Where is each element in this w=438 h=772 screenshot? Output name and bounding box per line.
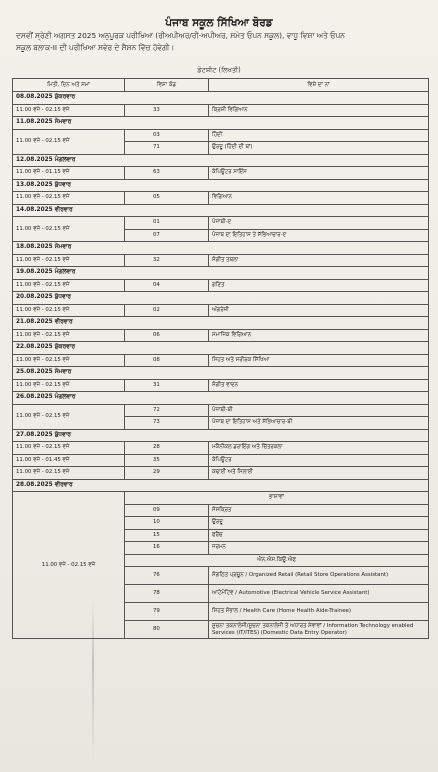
exam-time: 11.00 ਵਜੇ - 02.15 ਵਜੇ [13, 329, 125, 342]
datesheet-subtitle: ਡੇਟਸ਼ੀਟ (ਲਿਖਤੀ) [197, 66, 241, 74]
subject-name: ਹਿੰਦੀ [209, 129, 429, 142]
subject-name: ਪੰਜਾਬੀ-ੲ [209, 217, 429, 230]
date-row [13, 117, 429, 130]
table-row [13, 304, 429, 317]
subject-name: ਅੰਗਰੇਜ਼ੀ [209, 304, 429, 317]
exam-date: 20.08.2025 ਬੁੱਧਵਾਰ [13, 292, 429, 305]
subject-code: 63 [125, 167, 209, 180]
date-row [13, 242, 429, 255]
table-row [13, 192, 429, 205]
subject-name: ਕਢਾਈ ਅਤੇ ਸਿਲਾਈ [209, 467, 429, 480]
exam-time: 11.00 ਵਜੇ - 02.15 ਵਜੇ [13, 104, 125, 117]
exam-time: 11.00 ਵਜੇ - 02.15 ਵਜੇ [13, 192, 125, 205]
subject-code: 28 [125, 442, 209, 455]
exam-time: 11.00 ਵਜੇ - 02.15 ਵਜੇ [13, 379, 125, 392]
date-row [13, 154, 429, 167]
subject-code: 35 [125, 454, 209, 467]
column-header: ਮਿਤੀ, ਦਿਨ ਅਤੇ ਸਮਾਂ [13, 79, 125, 92]
subject-code: 15 [125, 529, 209, 542]
exam-time: 11.00 ਵਜੇ - 02.15 ਵਜੇ [13, 492, 125, 639]
exam-time: 11.00 ਵਜੇ - 01.15 ਵਜੇ [13, 167, 125, 180]
subject-name: ਜਰਮਨ [209, 542, 429, 555]
subject-code: 31 [125, 379, 209, 392]
section-label: ਭਾਸ਼ਾਵਾਂ [125, 492, 429, 505]
date-row [13, 179, 429, 192]
exam-date: 12.08.2025 ਮੰਗਲਵਾਰ [13, 154, 429, 167]
subject-code: 03 [125, 129, 209, 142]
exam-date: 22.08.2025 ਸ਼ੁੱਕਰਵਾਰ [13, 342, 429, 355]
table-row [13, 467, 429, 480]
table-row [13, 442, 429, 455]
table-row [13, 454, 429, 467]
subject-code: 72 [125, 404, 209, 417]
section-row [13, 492, 429, 505]
paper-fold [92, 600, 94, 760]
exam-time: 11.00 ਵਜੇ - 01.45 ਵਜੇ [13, 454, 125, 467]
exam-time: 11.00 ਵਜੇ - 02.15 ਵਜੇ [13, 217, 125, 242]
date-row [13, 367, 429, 380]
exam-time: 11.00 ਵਜੇ - 02.15 ਵਜੇ [13, 304, 125, 317]
column-header: ਵਿਸ਼ਾ ਕੋਡ [125, 79, 209, 92]
column-header: ਵਿਸ਼ੇ ਦਾ ਨਾਂ [209, 79, 429, 92]
subject-name: ਗਣਿਤ [209, 279, 429, 292]
subject-name: ਆਟੋਮੋਟਿਵ / Automotive (Electrical Vehicle Service Assistant) [209, 585, 429, 603]
subject-name: ਕੰਪਿਊਟਰ ਸਾਇੰਸ [209, 167, 429, 180]
subject-name: ਸੰਗਠਿਤ ਪ੍ਰਚੂਨ / Organized Retail (Retail Store Operations Assistant) [209, 567, 429, 585]
subject-code: 04 [125, 279, 209, 292]
subject-code: 05 [125, 192, 209, 205]
subject-name: ਪੰਜਾਬੀ-ਬੀ [209, 404, 429, 417]
exam-date: 14.08.2025 ਵੀਰਵਾਰ [13, 204, 429, 217]
subject-name: ਉਰਦੂ (ਹਿੰਦੀ ਦੀ ਥਾਂ) [209, 142, 429, 155]
table-row [13, 279, 429, 292]
subject-code: 09 [125, 504, 209, 517]
subject-code: 07 [125, 229, 209, 242]
subject-name: ਵਿਗਿਆਨ [209, 192, 429, 205]
table-row [13, 254, 429, 267]
exam-date: 21.08.2025 ਵੀਰਵਾਰ [13, 317, 429, 330]
subject-code: 71 [125, 142, 209, 155]
exam-time: 11.00 ਵਜੇ - 02.15 ਵਜੇ [13, 354, 125, 367]
exam-time: 11.00 ਵਜੇ - 02.15 ਵਜੇ [13, 254, 125, 267]
subject-code: 06 [125, 329, 209, 342]
subject-name: ਸਿਹਤ ਅਤੇ ਸਰੀਰਕ ਸਿੱਖਿਆ [209, 354, 429, 367]
subject-name: ਸੰਗੀਤ ਤਬਲਾ [209, 254, 429, 267]
subject-code: 08 [125, 354, 209, 367]
exam-time: 11.00 ਵਜੇ - 02.15 ਵਜੇ [13, 129, 125, 154]
table-row [13, 129, 429, 142]
subject-code: 79 [125, 603, 209, 621]
table-header-row [13, 79, 429, 92]
subject-name: ਪੰਜਾਬ ਦਾ ਇਤਿਹਾਸ ਅਤੇ ਸੱਭਿਆਚਾਰ-ਬੀ [209, 417, 429, 430]
exam-date: 28.08.2025 ਵੀਰਵਾਰ [13, 479, 429, 492]
date-row [13, 479, 429, 492]
exam-date: 19.08.2025 ਮੰਗਲਵਾਰ [13, 267, 429, 280]
subject-name: ਸੂਚਨਾ ਤਕਨਾਲੋਜੀ/ਸੂਚਨਾ ਤਕਨਾਲੋਜੀ ਤੇ ਅਧਾਰਤ ਸੇਵਾਵਾਂ / Information Technology enabled Services (IT/ITES) (Domestic Data Entry Operator) [209, 621, 429, 639]
datesheet-table [12, 78, 429, 639]
date-row [13, 342, 429, 355]
subject-name: ਸਮਾਜਿਕ ਵਿਗਿਆਨ [209, 329, 429, 342]
subject-name: ਸੰਸਕ੍ਰਿਤ [209, 504, 429, 517]
subject-code: 33 [125, 104, 209, 117]
exam-time: 11.00 ਵਜੇ - 02.15 ਵਜੇ [13, 404, 125, 429]
exam-time: 11.00 ਵਜੇ - 02.15 ਵਜੇ [13, 279, 125, 292]
exam-date: 11.08.2025 ਸੋਮਵਾਰ [13, 117, 429, 130]
exam-date: 08.08.2025 ਸ਼ੁੱਕਰਵਾਰ [13, 92, 429, 105]
exam-date: 26.08.2025 ਮੰਗਲਵਾਰ [13, 392, 429, 405]
subject-name: ਉਰਦੂ [209, 517, 429, 530]
subject-name: ਸੰਗੀਤ ਵਾਦਨ [209, 379, 429, 392]
subject-code: 78 [125, 585, 209, 603]
date-row [13, 292, 429, 305]
section-label: ਐਨ.ਐਸ.ਕਿਊ.ਐਫ [125, 554, 429, 567]
date-row [13, 392, 429, 405]
date-row [13, 204, 429, 217]
exam-time: 11.00 ਵਜੇ - 02.15 ਵਜੇ [13, 467, 125, 480]
subject-code: 01 [125, 217, 209, 230]
subject-code: 10 [125, 517, 209, 530]
exam-date: 27.08.2025 ਬੁੱਧਵਾਰ [13, 429, 429, 442]
table-row [13, 404, 429, 417]
table-row [13, 217, 429, 230]
subject-name: ਕੰਪਿਊਟਰ [209, 454, 429, 467]
subject-name: ਸਿਹਤ ਸੰਭਾਲ / Health Care (Home Health Aide-Trainee) [209, 603, 429, 621]
table-row [13, 329, 429, 342]
table-row [13, 379, 429, 392]
date-row [13, 92, 429, 105]
subject-name: ਪੰਜਾਬ ਦਾ ਇਤਿਹਾਸ ਤੇ ਸੱਭਿਆਚਾਰ-ੲ [209, 229, 429, 242]
subject-code: 02 [125, 304, 209, 317]
subject-name: ਫਰੈਂਚ [209, 529, 429, 542]
subject-code: 29 [125, 467, 209, 480]
exam-time: 11.00 ਵਜੇ - 02.15 ਵਜੇ [13, 442, 125, 455]
subject-code: 76 [125, 567, 209, 585]
subject-name: ਮਕੈਨੀਕਲ ਡਰਾਇੰਗ ਅਤੇ ਚਿੱਤਰਕਲਾ [209, 442, 429, 455]
table-row [13, 167, 429, 180]
table-row [13, 104, 429, 117]
date-row [13, 267, 429, 280]
date-row [13, 317, 429, 330]
subject-code: 32 [125, 254, 209, 267]
subject-code: 80 [125, 621, 209, 639]
exam-date: 18.08.2025 ਸੋਮਵਾਰ [13, 242, 429, 255]
intro-line-2: ਸਕੂਲ ਬਲਾਕ-II ਦੀ ਪਰੀਖਿਆ ਸਵੇਰ ਦੇ ਸੈਸ਼ਨ ਵਿੱਚ ਹੋਵੇਗੀ। [16, 43, 175, 52]
table-row [13, 354, 429, 367]
intro-line-1: ਦਸਵੀਂ ਸ੍ਰੇਣੀ ਅਗਸਤ 2025 ਅਨੁਪੂਰਕ ਪਰੀਖਿਆ (ਰੀਅਪੀਅਰ/ਰੀ-ਅਪੀਅਰ, ਸਮੇਤ ਓਪਨ ਸਕੂਲ), ਵਾਧੂ ਵਿਸ਼ਾ ਅਤੇ ਓਪਨ [16, 31, 345, 40]
exam-date: 13.08.2025 ਬੁੱਧਵਾਰ [13, 179, 429, 192]
exam-date: 25.08.2025 ਸੋਮਵਾਰ [13, 367, 429, 380]
subject-name: ਕ੍ਰਿਸ਼ੀ ਵਿਗਿਆਨ [209, 104, 429, 117]
board-title: ਪੰਜਾਬ ਸਕੂਲ ਸਿੱਖਿਆ ਬੋਰਡ [165, 17, 273, 29]
subject-code: 73 [125, 417, 209, 430]
subject-code: 16 [125, 542, 209, 555]
date-row [13, 429, 429, 442]
